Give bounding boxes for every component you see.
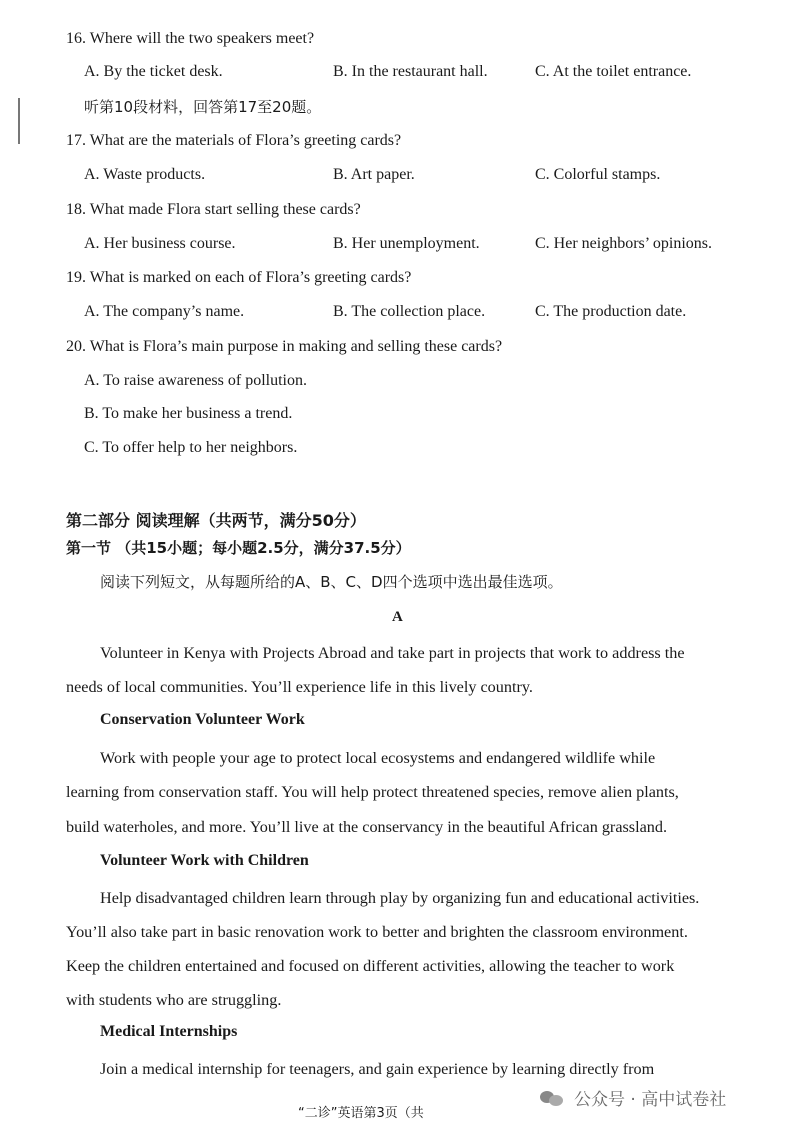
- page-footer: “二诊”英语第3页（共: [298, 1106, 424, 1121]
- children-line-4: with students who are struggling.: [66, 991, 282, 1009]
- conservation-heading: Conservation Volunteer Work: [100, 711, 305, 728]
- q16-option-b: B. In the restaurant hall.: [333, 63, 488, 80]
- q17-option-c: C. Colorful stamps.: [535, 166, 661, 183]
- q17-option-b: B. Art paper.: [333, 166, 415, 183]
- children-line-1: Help disadvantaged children learn through play by organizing fun and educational activities.: [100, 889, 700, 907]
- intro-line-1: Volunteer in Kenya with Projects Abroad and take part in projects that work to address the: [100, 644, 685, 662]
- question-16: 16. Where will the two speakers meet?: [66, 30, 315, 47]
- conservation-line-3: build waterholes, and more. You’ll live at the conservancy in the beautiful African grassland.: [66, 818, 668, 836]
- question-20: 20. What is Flora’s main purpose in making and selling these cards?: [66, 338, 503, 355]
- q19-option-a: A. The company’s name.: [84, 303, 245, 320]
- margin-mark: [18, 98, 20, 144]
- medical-heading: Medical Internships: [100, 1023, 238, 1040]
- q17-option-a: A. Waste products.: [84, 166, 206, 183]
- question-18: 18. What made Flora start selling these cards?: [66, 201, 361, 218]
- children-line-2: You’ll also take part in basic renovation work to better and brighten the classroom environment.: [66, 923, 688, 941]
- q18-option-b: B. Her unemployment.: [333, 235, 480, 252]
- q19-option-b: B. The collection place.: [333, 303, 486, 320]
- q20-option-c: C. To offer help to her neighbors.: [84, 439, 298, 456]
- q18-option-c: C. Her neighbors’ opinions.: [535, 235, 713, 252]
- medical-line-1: Join a medical internship for teenagers, and gain experience by learning directly from: [100, 1060, 655, 1078]
- question-19: 19. What is marked on each of Flora’s greeting cards?: [66, 269, 412, 286]
- q16-option-a: A. By the ticket desk.: [84, 63, 223, 80]
- q19-option-c: C. The production date.: [535, 303, 687, 320]
- conservation-line-1: Work with people your age to protect local ecosystems and endangered wildlife while: [100, 749, 656, 767]
- q20-option-b: B. To make her business a trend.: [84, 405, 293, 422]
- part2-title: 第二部分 阅读理解（共两节，满分50分）: [66, 511, 366, 530]
- intro-line-2: needs of local communities. You’ll experience life in this lively country.: [66, 678, 533, 696]
- q18-option-a: A. Her business course.: [84, 235, 236, 252]
- reading-instruction: 阅读下列短文，从每题所给的A、B、C、D四个选项中选出最佳选项。: [100, 573, 563, 591]
- watermark: [540, 1085, 726, 1110]
- question-17: 17. What are the materials of Flora’s greeting cards?: [66, 132, 402, 149]
- part2-subtitle: 第一节 （共15小题；每小题2.5分，满分37.5分）: [66, 539, 411, 557]
- listening-instruction: 听第10段材料，回答第17至20题。: [84, 98, 322, 116]
- passage-letter: A: [392, 609, 403, 625]
- children-heading: Volunteer Work with Children: [100, 852, 309, 869]
- q20-option-a: A. To raise awareness of pollution.: [84, 372, 307, 389]
- wechat-icon: [540, 1089, 566, 1107]
- watermark-text: 公众号 · 高中试卷社: [574, 1090, 727, 1110]
- q16-option-c: C. At the toilet entrance.: [535, 63, 692, 80]
- conservation-line-2: learning from conservation staff. You will help protect threatened species, remove alien plants,: [66, 783, 679, 801]
- children-line-3: Keep the children entertained and focused on different activities, allowing the teacher to work: [66, 957, 675, 975]
